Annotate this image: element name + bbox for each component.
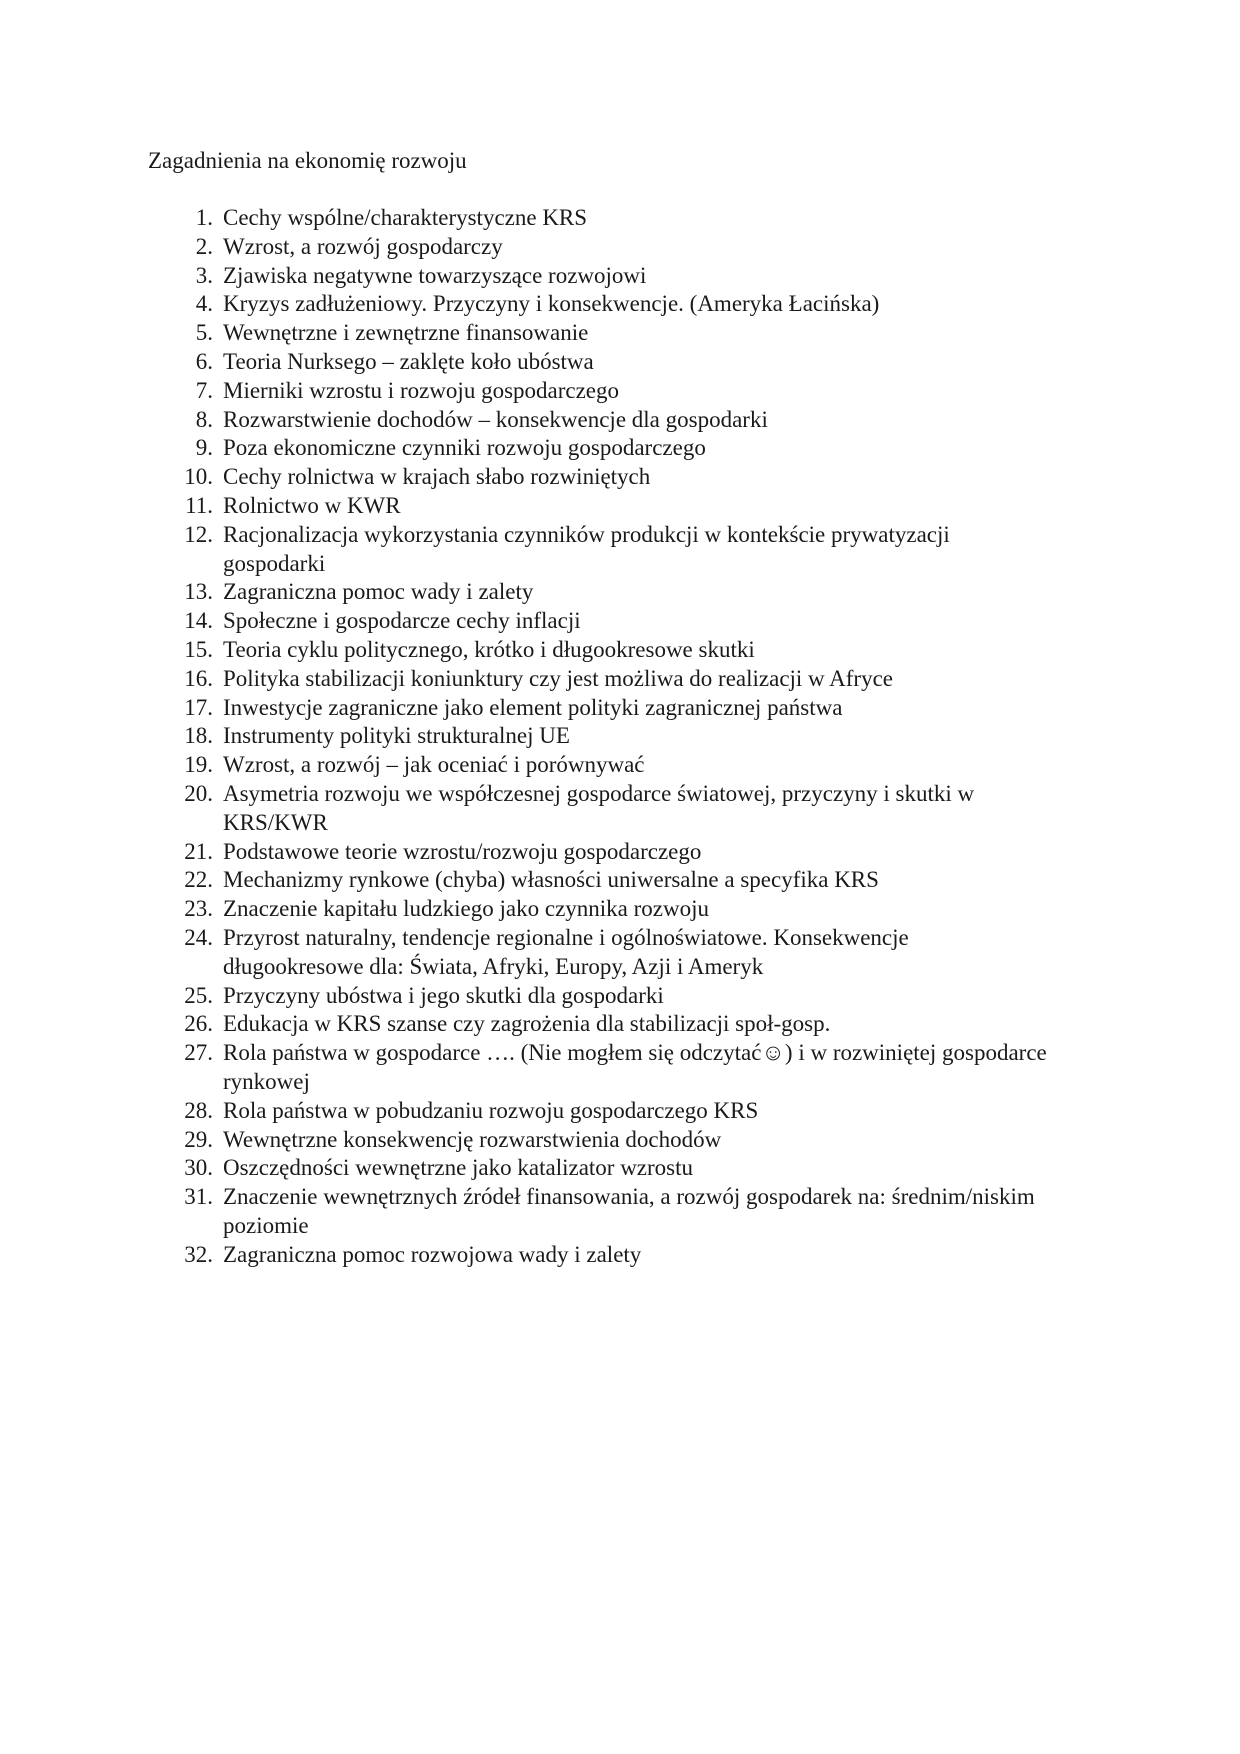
list-item-number: 22. — [184, 867, 213, 893]
list-item-number: 17. — [184, 694, 213, 720]
list-item-text: Racjonalizacja wykorzystania czynników produkcji w kontekście prywatyzacji gospodarki — [223, 521, 950, 576]
list-item — [148, 1039, 1048, 1097]
list-item — [148, 463, 1048, 492]
list-item-text: Cechy wspólne/charakterystyczne KRS — [223, 205, 588, 230]
topic-list — [148, 204, 1048, 1269]
list-item-text: Kryzys zadłużeniowy. Przyczyny i konsekwencje. (Ameryka Łacińska) — [223, 291, 880, 317]
list-item-number: 26. — [184, 1011, 213, 1037]
document-title: Zagadnienia na ekonomię rozwoju — [148, 148, 467, 173]
list-item-number: 20. — [184, 780, 213, 806]
list-item — [148, 924, 1048, 982]
list-item-number: 5. — [195, 320, 213, 346]
list-item-number: 30. — [184, 1155, 213, 1181]
list-item-text: Cechy rolnictwa w krajach słabo rozwiniętych — [223, 464, 651, 490]
list-item-number: 4. — [195, 291, 213, 317]
list-item-text: Zagraniczna pomoc rozwojowa wady i zalety — [223, 1241, 642, 1267]
list-item — [148, 665, 1048, 694]
list-item-number: 2. — [195, 233, 213, 259]
list-item-text: Mechanizmy rynkowe (chyba) własności uniwersalne a specyfika KRS — [223, 867, 879, 893]
list-item — [148, 492, 1048, 521]
list-item — [148, 377, 1048, 406]
list-item — [148, 521, 1048, 579]
list-item-text: Zjawiska negatywne towarzyszące rozwojowi — [223, 262, 647, 288]
list-item — [148, 982, 1048, 1011]
list-item — [148, 780, 1048, 838]
list-item-number: 29. — [184, 1126, 213, 1152]
list-item-number: 23. — [184, 896, 213, 922]
list-item-number: 13. — [184, 579, 213, 605]
list-item-number: 27. — [184, 1040, 213, 1066]
list-item — [148, 838, 1048, 867]
list-item-text: Wewnętrzne konsekwencję rozwarstwienia dochodów — [223, 1126, 722, 1152]
list-item-text: Edukacja w KRS szanse czy zagrożenia dla stabilizacji społ-gosp. — [223, 1011, 831, 1037]
list-item-number: 32. — [184, 1241, 213, 1267]
list-item-number: 24. — [184, 924, 213, 950]
list-item-text: Rolnictwo w KWR — [223, 492, 401, 518]
list-item-number: 9. — [195, 435, 213, 461]
list-item-number: 12. — [184, 521, 213, 547]
list-item — [148, 636, 1048, 665]
list-item-text: Mierniki wzrostu i rozwoju gospodarczego — [223, 377, 620, 403]
list-item — [148, 1241, 1048, 1270]
list-item-number: 6. — [195, 348, 213, 374]
list-item — [148, 578, 1048, 607]
list-item — [148, 1126, 1048, 1155]
list-item — [148, 348, 1048, 377]
list-item-text: Przyczyny ubóstwa i jego skutki dla gospodarki — [223, 982, 664, 1008]
list-item-text: Teoria Nurksego – zaklęte koło ubóstwa — [223, 348, 594, 374]
list-item — [148, 262, 1048, 291]
list-item-number: 16. — [184, 665, 213, 691]
list-item-text: Wzrost, a rozwój gospodarczy — [223, 233, 503, 259]
list-item-number: 3. — [195, 262, 213, 288]
list-item-text: Oszczędności wewnętrzne jako katalizator wzrostu — [223, 1155, 694, 1181]
list-item — [148, 1010, 1048, 1039]
list-item-text: Zagraniczna pomoc wady i zalety — [223, 579, 534, 605]
list-item-text: Rozwarstwienie dochodów – konsekwencje dla gospodarki — [223, 406, 768, 432]
list-item-number: 14. — [184, 608, 213, 634]
list-item-number: 21. — [184, 838, 213, 864]
list-item — [148, 1183, 1048, 1241]
list-item-number: 8. — [195, 406, 213, 432]
list-item-number: 10. — [184, 464, 213, 490]
list-item-number: 1. — [195, 205, 213, 230]
list-item-text: Polityka stabilizacji koniunktury czy jest możliwa do realizacji w Afryce — [223, 665, 893, 691]
list-item-text: Rola państwa w pobudzaniu rozwoju gospodarczego KRS — [223, 1097, 759, 1123]
list-item — [148, 1097, 1048, 1126]
list-item-text: Przyrost naturalny, tendencje regionalne i ogólnoświatowe. Konsekwencje długookresowe dla: Świata, Afryki, Europy, Azji i Ameryk — [223, 924, 909, 979]
list-item-text: Rola państwa w gospodarce …. (Nie mogłem się odczytać☺) i w rozwiniętej gospodarce rynkowej — [223, 1040, 1047, 1094]
list-item-text: Teoria cyklu politycznego, krótko i długookresowe skutki — [223, 636, 755, 662]
list-item-text: Społeczne i gospodarcze cechy inflacji — [223, 608, 581, 634]
list-item-text: Znaczenie wewnętrznych źródeł finansowania, a rozwój gospodarek na: średnim/niskim poziomie — [223, 1184, 1035, 1238]
list-item-number: 15. — [184, 636, 213, 662]
list-item-number: 7. — [195, 377, 213, 403]
list-item — [148, 866, 1048, 895]
list-item — [148, 751, 1048, 780]
list-item-number: 11. — [185, 492, 213, 518]
list-item — [148, 406, 1048, 435]
list-item — [148, 233, 1048, 262]
list-item — [148, 694, 1048, 723]
list-item-text: Znaczenie kapitału ludzkiego jako czynnika rozwoju — [223, 896, 709, 922]
list-item-text: Instrumenty polityki strukturalnej UE — [223, 723, 570, 749]
list-item — [148, 204, 1048, 233]
list-item-number: 28. — [184, 1097, 213, 1123]
list-item-text: Podstawowe teorie wzrostu/rozwoju gospodarczego — [223, 838, 702, 864]
list-item — [148, 290, 1048, 319]
list-item — [148, 607, 1048, 636]
list-item-text: Poza ekonomiczne czynniki rozwoju gospodarczego — [223, 435, 706, 461]
list-item-text: Wewnętrzne i zewnętrzne finansowanie — [223, 320, 589, 346]
list-item-text: Asymetria rozwoju we współczesnej gospodarce światowej, przyczyny i skutki w KRS/KWR — [223, 780, 975, 835]
list-item-number: 25. — [184, 982, 213, 1008]
list-item-text: Inwestycje zagraniczne jako element polityki zagranicznej państwa — [223, 694, 843, 720]
list-item — [148, 722, 1048, 751]
list-item-number: 19. — [184, 752, 213, 778]
list-item — [148, 319, 1048, 348]
list-item-number: 18. — [184, 723, 213, 749]
list-item — [148, 895, 1048, 924]
list-item — [148, 1154, 1048, 1183]
list-item-text: Wzrost, a rozwój – jak oceniać i porównywać — [223, 752, 645, 778]
list-item — [148, 434, 1048, 463]
list-item-number: 31. — [184, 1184, 213, 1210]
